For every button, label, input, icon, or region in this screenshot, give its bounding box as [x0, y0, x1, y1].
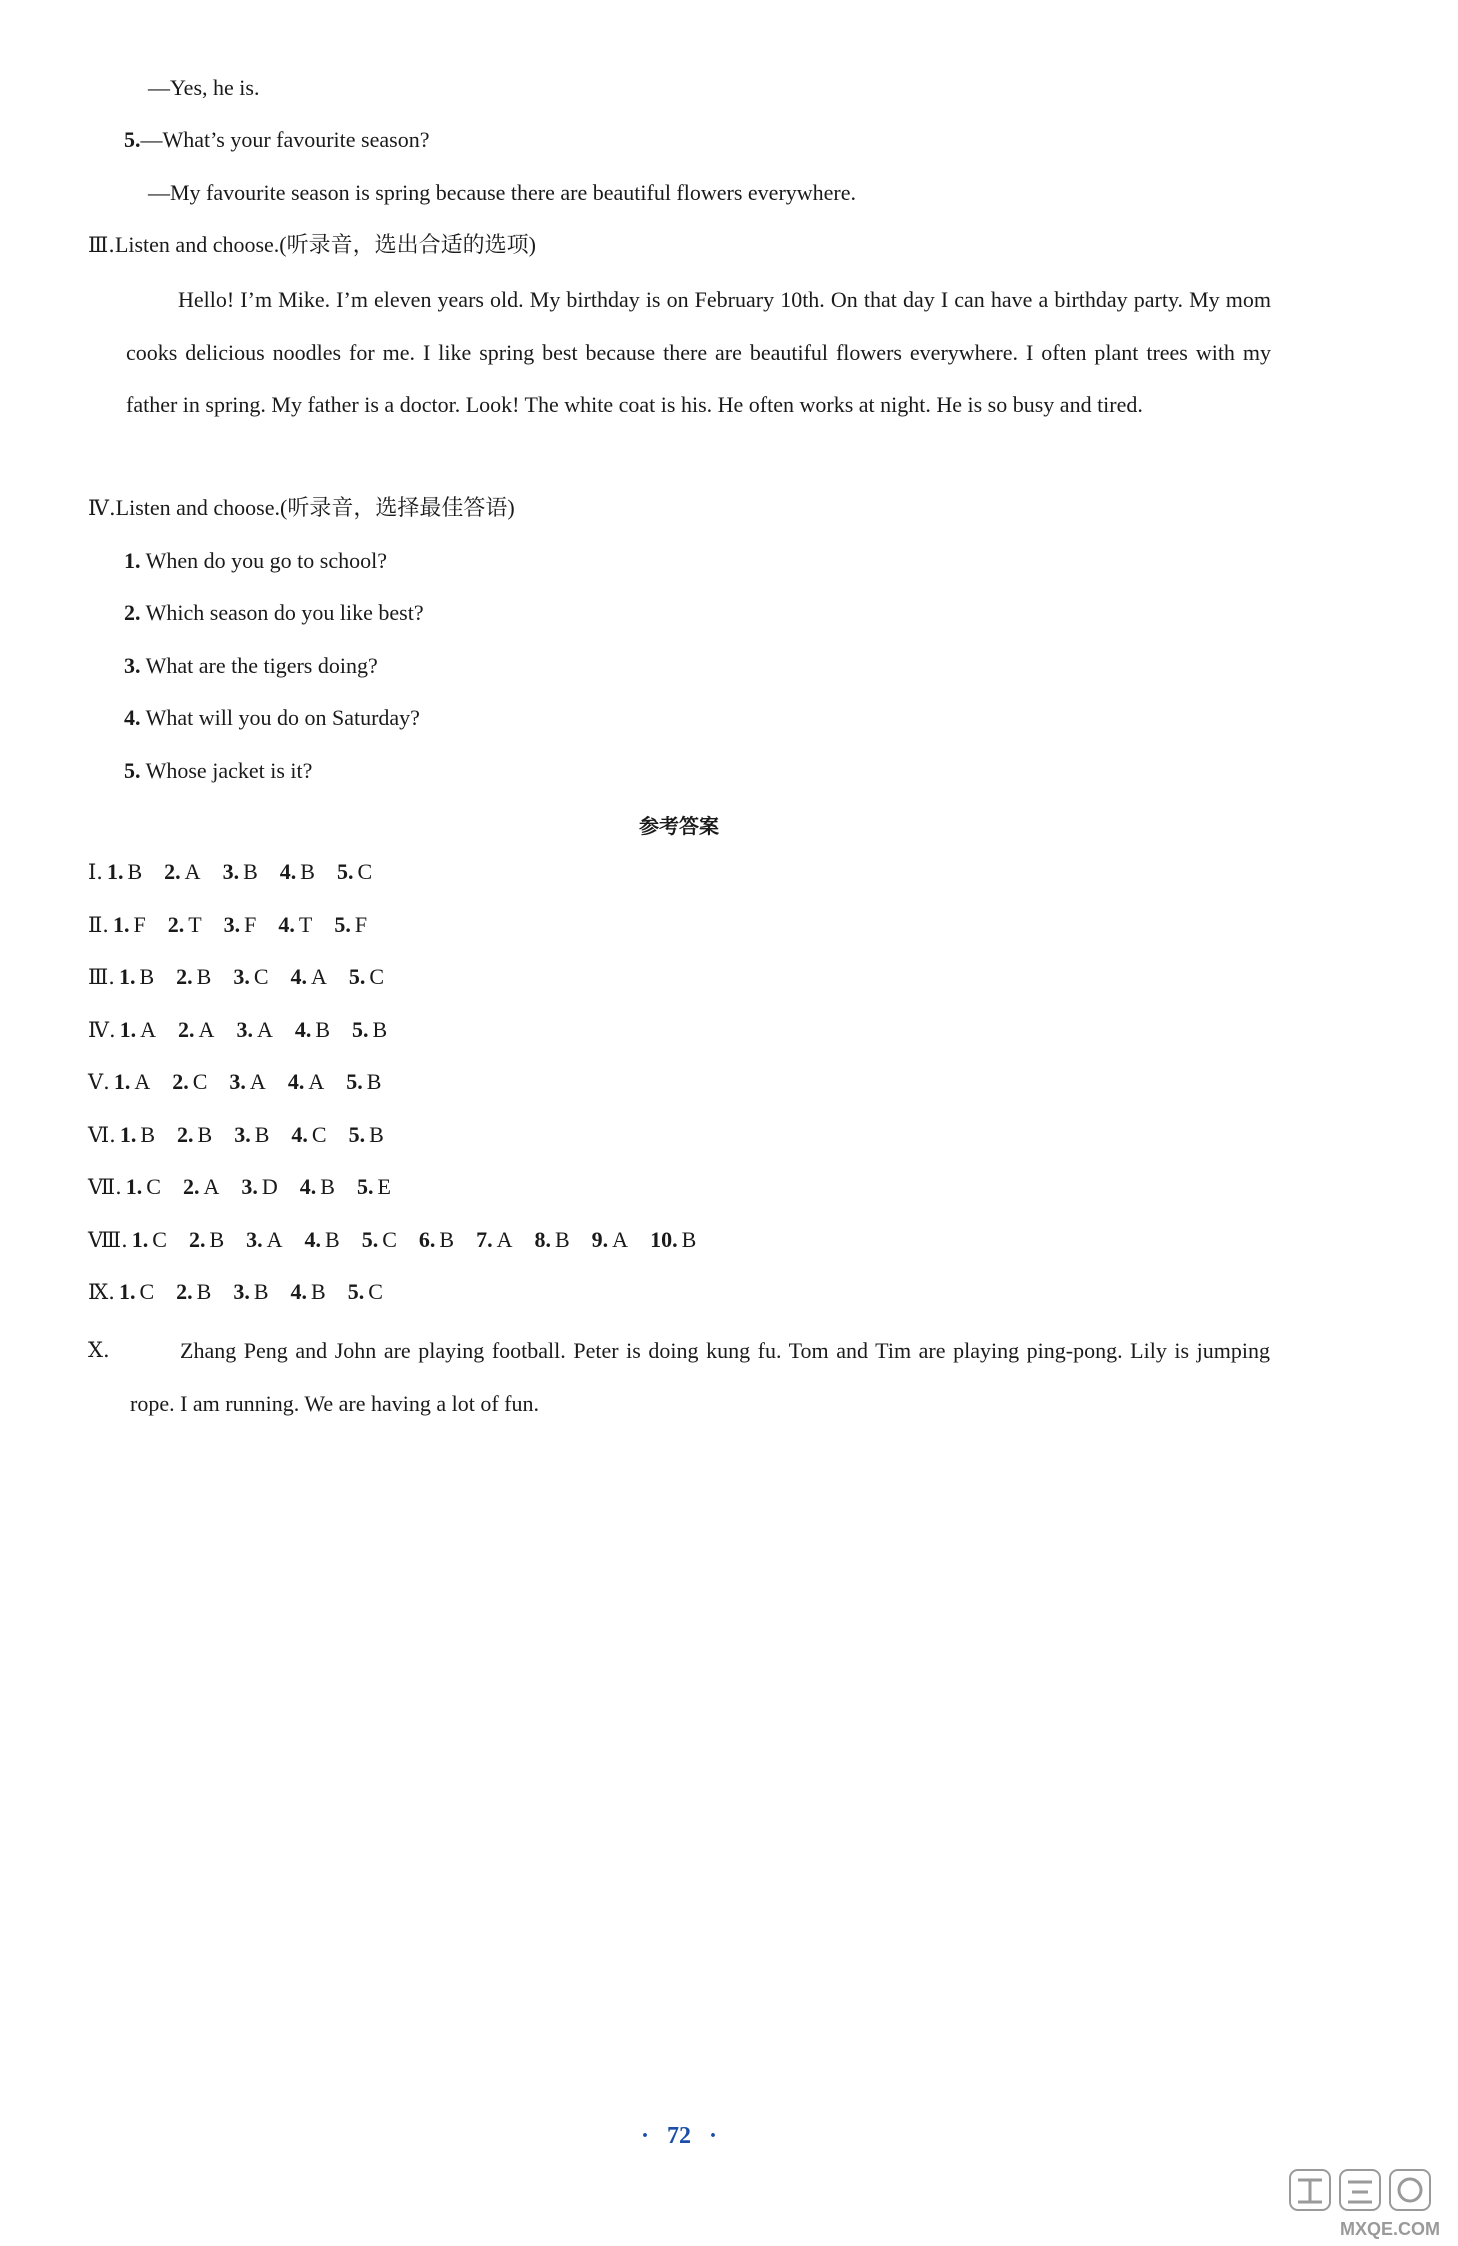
answer-item — [107, 857, 142, 887]
answer-row — [88, 857, 394, 887]
answer-item-number: 4. — [290, 1279, 307, 1304]
answer-item — [120, 1015, 156, 1045]
answer-row-roman: Ⅸ. — [88, 1280, 115, 1304]
answer-item — [534, 1225, 569, 1255]
watermark-text: MXQE.COM — [1339, 2219, 1440, 2239]
question-item — [124, 703, 420, 733]
answer-item-value: A — [140, 1016, 157, 1042]
answer-item-number: 2. — [176, 1279, 193, 1304]
answer-item-value: B — [681, 1226, 697, 1252]
answer-item-value: C — [139, 1279, 155, 1304]
answer-item — [172, 1067, 207, 1097]
answer-item-value: A — [134, 1069, 151, 1094]
reply-line-4: —Yes, he is. — [148, 75, 260, 100]
answer-item — [114, 1067, 150, 1097]
question-item — [124, 756, 312, 786]
answer-item — [132, 1225, 167, 1255]
answer-item-number: 9. — [591, 1226, 609, 1252]
answer-item-value: B — [325, 1226, 340, 1252]
answer-item — [349, 962, 384, 992]
answer-item-number: 2. — [167, 911, 185, 937]
answer-row-roman: Ⅵ. — [88, 1122, 116, 1147]
answer-item-number: 4. — [287, 1069, 305, 1094]
answer-row-roman: Ⅳ. — [88, 1017, 116, 1042]
answer-item-number: 6. — [418, 1226, 436, 1252]
question-text: When do you go to school? — [145, 548, 387, 573]
answer-item — [229, 1067, 265, 1097]
answer-item — [476, 1225, 512, 1255]
section-3-passage: Hello! I’m Mike. I’m eleven years old. My birthday is on February 10th. On that day I can have a birthday party. My mom cooks delicious noodles for me. I like spring best because there are beautiful flowers everywhere. I often plant trees with my father in spring. My father is a doctor. Look! The white coat is his. He often works at night. He is so busy and tired. — [126, 287, 1271, 417]
answer-row — [88, 910, 389, 940]
answer-item-value: A — [184, 859, 201, 884]
answer-item-number: 8. — [534, 1226, 551, 1252]
watermark-logo — [1284, 2166, 1444, 2240]
answer-item — [295, 1015, 330, 1045]
answer-item-number: 4. — [304, 1226, 322, 1252]
answer-item-value: B — [139, 964, 155, 989]
answer-item-number: 10. — [650, 1226, 678, 1252]
answer-item — [168, 910, 202, 940]
answer-item-number: 2. — [176, 964, 193, 989]
answer-item — [291, 962, 327, 992]
question-text: What will you do on Saturday? — [145, 705, 420, 730]
answer-item — [352, 1015, 387, 1045]
answer-item-value: C — [253, 964, 269, 989]
answer-item-value: C — [382, 1226, 397, 1252]
question-number: 3. — [124, 653, 141, 678]
answer-item-value: F — [244, 911, 257, 937]
answer-item — [291, 1277, 326, 1307]
answer-item-number: 5. — [334, 911, 351, 937]
answer-item-number: 3. — [233, 964, 250, 989]
answer-item-value: F — [354, 911, 368, 937]
answer-row-roman: Ⅰ. — [88, 860, 103, 884]
answer-item — [278, 910, 312, 940]
answer-item — [234, 1120, 269, 1150]
answer-item — [346, 1067, 381, 1097]
answer-item — [113, 910, 146, 940]
answer-item-value: A — [249, 1069, 266, 1094]
answer-item-value: B — [140, 1121, 155, 1147]
answer-row-roman: Ⅲ. — [88, 965, 115, 989]
section-4-title: Listen and choose.(听录音，选择最佳答语) — [115, 495, 515, 520]
answer-item-number: 3. — [236, 1016, 253, 1042]
answer-item-value: B — [300, 859, 315, 884]
answer-item-number: 3. — [233, 1279, 250, 1304]
answer-item-value: B — [253, 1279, 269, 1304]
answer-line-5: —My favourite season is spring because there are beautiful flowers everywhere. — [148, 180, 857, 205]
answer-item-value: T — [298, 911, 313, 937]
answer-item-number: 1. — [112, 911, 130, 937]
section-3-roman: Ⅲ. — [88, 233, 115, 257]
answer-item-value: E — [377, 1174, 391, 1199]
answer-item — [419, 1225, 454, 1255]
section-10-text: Zhang Peng and John are playing football. Peter is doing kung fu. Tom and Tim are playing ping-pong. Lily is jumping rope. I am running. We are having a lot of fun. — [130, 1338, 1270, 1416]
answer-row-roman: Ⅶ. — [88, 1175, 122, 1199]
answer-item-number: 5. — [361, 1226, 379, 1252]
answer-item-number: 1. — [118, 1279, 136, 1304]
answer-item — [300, 1172, 335, 1202]
answer-item-value: C — [311, 1121, 327, 1147]
answer-item-value: A — [308, 1069, 325, 1094]
answer-row — [88, 1277, 405, 1307]
answer-item-value: B — [197, 1121, 213, 1147]
answer-row-roman: Ⅷ. — [88, 1227, 128, 1252]
answer-item-number: 4. — [291, 1121, 308, 1147]
question-number: 1. — [124, 548, 141, 573]
answer-item — [178, 1015, 214, 1045]
section-4-heading — [88, 493, 515, 523]
answer-item-value: B — [315, 1016, 331, 1042]
answer-item-value: B — [196, 1279, 212, 1304]
answer-item-number: 3. — [246, 1226, 263, 1252]
answer-item-value: B — [196, 964, 212, 989]
page-dot-left: · — [640, 2123, 649, 2149]
answer-item — [348, 1277, 383, 1307]
question-item — [124, 651, 378, 681]
answer-item-number: 4. — [279, 859, 297, 884]
answer-item-number: 5. — [336, 859, 354, 884]
answer-item-value: B — [127, 859, 143, 884]
question-number: 2. — [124, 600, 141, 625]
answer-item — [223, 857, 258, 887]
answer-item-value: C — [152, 1226, 167, 1252]
answer-row — [88, 1067, 403, 1097]
answer-item-number: 1. — [119, 1016, 137, 1042]
answer-item-number: 2. — [188, 1226, 206, 1252]
answer-item-value: D — [261, 1174, 278, 1199]
answer-item — [362, 1225, 397, 1255]
answer-item-number: 4. — [299, 1174, 317, 1199]
page-number-value: 72 — [667, 2123, 691, 2149]
section-3-heading — [88, 230, 536, 260]
question-item — [124, 546, 387, 576]
question-number: 5. — [124, 127, 141, 152]
answer-item-number: 7. — [476, 1226, 493, 1252]
answer-item-number: 5. — [348, 1121, 366, 1147]
answer-item-number: 2. — [178, 1016, 195, 1042]
answer-item-value: B — [320, 1174, 335, 1199]
answer-item — [288, 1067, 324, 1097]
answer-item — [233, 962, 268, 992]
answer-item — [183, 1172, 219, 1202]
section-10-roman: Ⅹ. — [88, 1338, 110, 1362]
page-dot-right: · — [709, 2123, 718, 2149]
answer-item-number: 4. — [278, 911, 295, 937]
answer-item-value: B — [439, 1226, 455, 1252]
answer-row — [88, 1120, 406, 1150]
answer-key-title: 参考答案 — [639, 814, 719, 838]
answer-item-value: B — [369, 1121, 384, 1147]
answer-item-number: 5. — [352, 1016, 369, 1042]
answer-item-value: T — [188, 911, 202, 937]
answer-item-value: B — [209, 1226, 225, 1252]
answer-item-number: 5. — [346, 1069, 363, 1094]
answer-item-value: B — [554, 1226, 570, 1252]
answer-item-number: 3. — [229, 1069, 246, 1094]
answer-item-number: 5. — [347, 1279, 365, 1304]
answer-item-value: A — [203, 1174, 220, 1199]
answer-item-number: 2. — [177, 1121, 194, 1147]
answer-item-value: B — [311, 1279, 326, 1304]
answer-item-number: 3. — [241, 1174, 258, 1199]
answer-item-number: 1. — [106, 859, 124, 884]
answer-row-roman: Ⅴ. — [88, 1070, 110, 1094]
answer-item-number: 4. — [294, 1016, 312, 1042]
answer-item-number: 1. — [131, 1226, 149, 1252]
answer-item — [236, 1015, 272, 1045]
answer-item-value: A — [266, 1226, 283, 1252]
answer-item-number: 2. — [182, 1174, 200, 1199]
answer-item-value: C — [369, 964, 385, 989]
answer-item-value: C — [192, 1069, 208, 1094]
answer-item-value: B — [366, 1069, 382, 1094]
page-number — [0, 2123, 1358, 2150]
section-3-title: Listen and choose.(听录音，选出合适的选项) — [114, 232, 536, 257]
question-number: 5. — [124, 758, 141, 783]
answer-item-number: 2. — [172, 1069, 189, 1094]
answer-item — [176, 962, 211, 992]
answer-item-value: C — [146, 1174, 161, 1199]
answer-item-value: B — [254, 1121, 270, 1147]
answer-item — [291, 1120, 326, 1150]
answer-item — [233, 1277, 268, 1307]
answer-item-number: 2. — [164, 859, 181, 884]
answer-item-number: 4. — [290, 964, 307, 989]
answer-item-number: 5. — [356, 1174, 374, 1199]
answer-item — [177, 1120, 212, 1150]
answer-item-number: 1. — [125, 1174, 143, 1199]
answer-item-value: A — [311, 964, 327, 989]
answer-item-number: 1. — [119, 1121, 137, 1147]
question-number: 4. — [124, 705, 141, 730]
answer-item-value: A — [496, 1226, 513, 1252]
answer-item — [119, 962, 154, 992]
answer-item-number: 1. — [118, 964, 136, 989]
answer-item — [337, 857, 372, 887]
answer-item — [241, 1172, 277, 1202]
answer-item — [246, 1225, 282, 1255]
question-text: Whose jacket is it? — [145, 758, 313, 783]
answer-item — [357, 1172, 391, 1202]
answer-item-value: A — [198, 1016, 215, 1042]
answer-item-value: F — [133, 911, 146, 937]
answer-item-value: B — [243, 859, 258, 884]
answer-item — [650, 1225, 696, 1255]
answer-item-value: A — [612, 1226, 629, 1252]
answer-item — [280, 857, 315, 887]
answer-item — [164, 857, 200, 887]
answer-item-number: 3. — [234, 1121, 251, 1147]
answer-item-number: 1. — [113, 1069, 131, 1094]
answer-item — [305, 1225, 340, 1255]
answer-row — [88, 1015, 409, 1045]
answer-item — [592, 1225, 628, 1255]
answer-row — [88, 1225, 718, 1255]
question-text: —What’s your favourite season? — [140, 127, 430, 152]
answer-item — [189, 1225, 224, 1255]
answer-row-roman: Ⅱ. — [88, 912, 109, 937]
question-text: What are the tigers doing? — [145, 653, 378, 678]
answer-item — [224, 910, 257, 940]
section-4-roman: Ⅳ. — [88, 496, 116, 520]
answer-item — [120, 1120, 155, 1150]
answer-row — [88, 962, 406, 992]
answer-item-value: B — [372, 1016, 388, 1042]
answer-item-number: 3. — [223, 911, 241, 937]
answer-row — [88, 1172, 413, 1202]
answer-item-value: C — [357, 859, 373, 884]
answer-item — [119, 1277, 154, 1307]
answer-item — [176, 1277, 211, 1307]
answer-item-value: A — [256, 1016, 273, 1042]
answer-item-number: 3. — [222, 859, 240, 884]
question-item — [124, 598, 424, 628]
answer-item — [334, 910, 367, 940]
answer-item-number: 5. — [348, 964, 366, 989]
answer-item — [126, 1172, 161, 1202]
answer-item — [349, 1120, 384, 1150]
question-line-5 — [124, 125, 429, 155]
question-text: Which season do you like best? — [145, 600, 424, 625]
answer-item-value: C — [368, 1279, 383, 1304]
